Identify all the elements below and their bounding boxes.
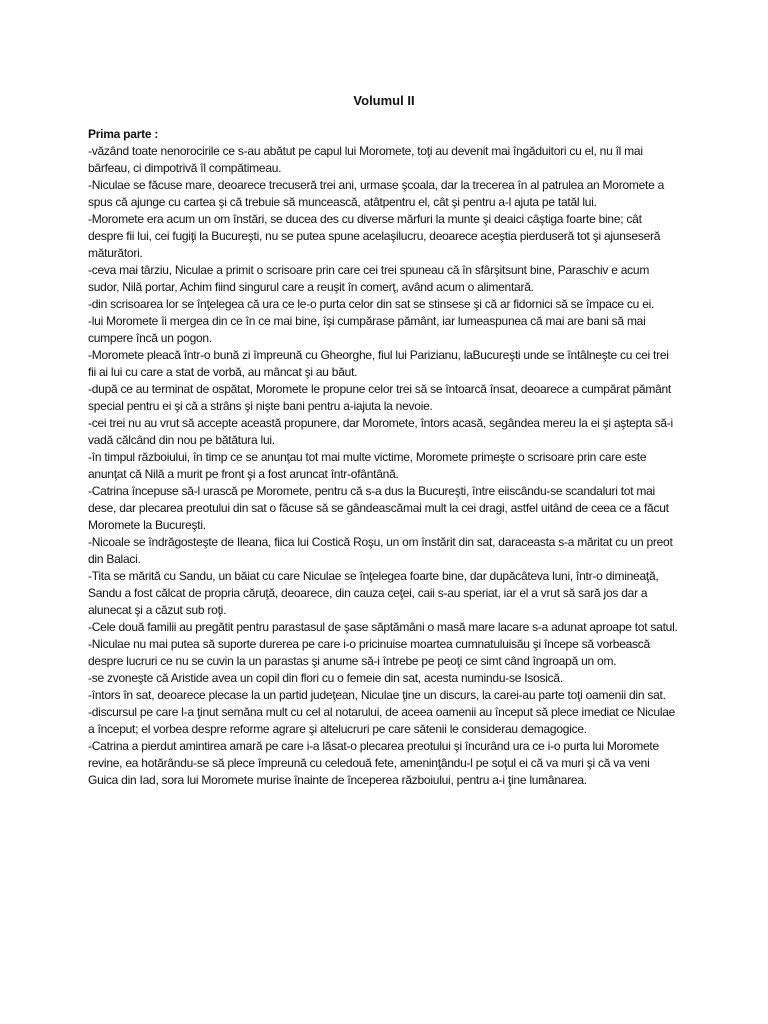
paragraph: -ceva mai târziu, Niculae a primit o scrisoare prin care cei trei spuneau că în sfârşitsunt bine, Paraschiv e acum sudor, Nilă portar, Achim fiind singurul care a reuşit în comerţ, având acum o alimentară. bbox=[88, 263, 650, 294]
paragraph: -Niculae nu mai putea să suporte durerea pe care i-o pricinuise moartea cumnatuluisău şi începe să vorbească despre lucruri ce nu se cuvin la un parastas şi anume să-i întrebe pe peoţi ce simt când îngroapă un om. bbox=[88, 637, 650, 668]
paragraph: -Niculae se făcuse mare, deoarece trecuseră trei ani, urmase şcoala, dar la trecerea în al patrulea an Moromete a spus că ajunge cu cartea şi că trebuie să muncească, atâtpentru el, cât şi pentru a-l ajuta pe tatăl lui. bbox=[88, 178, 665, 209]
document-body bbox=[88, 126, 678, 789]
paragraph: -Moromete pleacă într-o bună zi împreună cu Gheorghe, fiul lui Parizianu, laBucureşti unde se întâlneşte cu cei trei fii ai lui cu care a stat de vorbă, au mâncat şi au băut. bbox=[88, 348, 669, 379]
paragraph: -întors în sat, deoarece plecase la un partid judeţean, Niculae ţine un discurs, la carei-au parte toţi oamenii din sat. bbox=[88, 688, 666, 702]
paragraph: -Tita se mărită cu Sandu, un băiat cu care Niculae se înţelegea foarte bine, dar dupăcâteva luni, într-o dimineaţă, Sandu a fost călcat de propria căruţă, deoarece, din cauza ceţei, caii s-au speriat, iar el a vrut să sară jos dar a alunecat şi a căzut sub roţi. bbox=[88, 569, 659, 617]
paragraph: -Nicoale se îndrăgosteşte de Ileana, fiica lui Costică Roşu, un om înstărit din sat, daraceasta s-a măritat cu un preot din Balaci. bbox=[88, 535, 673, 566]
paragraph: -Cele două familii au pregătit pentru parastasul de şase săptămâni o masă mare lacare s-a adunat aproape tot satul. bbox=[88, 620, 678, 634]
paragraph: -Catrina a pierdut amintirea amară pe care i-a lăsat-o plecarea preotului şi încurând ura ce i-o purta lui Moromete revine, ea hotărându-se să plece împreună cu celedouă fete, ameninţându-l pe soţul ei că va muri şi că va veni Guica din Iad, sora lui Moromete murise înainte de începerea războiului, pentru a-i ţine lumânarea. bbox=[88, 739, 659, 787]
paragraph: -în timpul războiului, în timp ce se anunţau tot mai multe victime, Moromete primeşte o scrisoare prin care este anunţat că Nilă a murit pe front şi a fost aruncat într-ofântână. bbox=[88, 450, 647, 481]
paragraph: -văzând toate nenorocirile ce s-au abătut pe capul lui Moromete, toţi au devenit mai îngăduitori cu el, nu îl mai bârfeau, ci dimpotrivă îl compătimeau. bbox=[88, 144, 643, 175]
paragraph: -după ce au terminat de ospătat, Moromete le propune celor trei să se întoarcă însat, deoarece a cumpărat pământ special pentru ei şi că a strâns şi nişte bani pentru a-iajuta la nevoie. bbox=[88, 382, 672, 413]
paragraph: -cei trei nu au vrut să accepte această propunere, dar Moromete, întors acasă, segândea mereu la ei şi aştepta să-i vadă călcând din nou pe bătătura lui. bbox=[88, 416, 673, 447]
paragraph: -se zvoneşte că Aristide avea un copil din flori cu o femeie din sat, acesta numindu-se Isosică. bbox=[88, 671, 563, 685]
paragraph: -Catrina începuse să-l urască pe Moromete, pentru că s-a dus la Bucureşti, între eiiscându-se scandaluri tot mai dese, dar plecarea preotului din sat o făcuse să se gândeascămai mult la cei dragi, astfel uitând de ceea ce a făcut Moromete la Bucureşti. bbox=[88, 484, 669, 532]
paragraph: -discursul pe care l-a ţinut semăna mult cu cel al notarului, de aceea oamenii au început să plece imediat ce Niculae a început; el vorbea despre reforme agrare şi altelucruri pe care sătenii le considerau demagogice. bbox=[88, 705, 676, 736]
document-title: Volumul II bbox=[353, 93, 415, 108]
paragraph: -din scrisoarea lor se înţelegea că ura ce le-o purta celor din sat se stinsese şi că ar fidornici să se împace cu ei. bbox=[88, 297, 655, 311]
paragraph: -lui Moromete îi mergea din ce în ce mai bine, îşi cumpărase pământ, iar lumeaspunea că mai are bani să mai cumpere încă un pogon. bbox=[88, 314, 646, 345]
paragraph: -Moromete era acum un om înstări, se ducea des cu diverse mărfuri la munte şi deaici câştiga foarte bine; cât despre fii lui, cei fugiţi la Bucureşti, nu se putea spune acelaşilucru, deoarece aceştia pierduseră tot şi ajunseseră măturători. bbox=[88, 212, 661, 260]
section-heading: Prima parte : bbox=[88, 127, 159, 141]
